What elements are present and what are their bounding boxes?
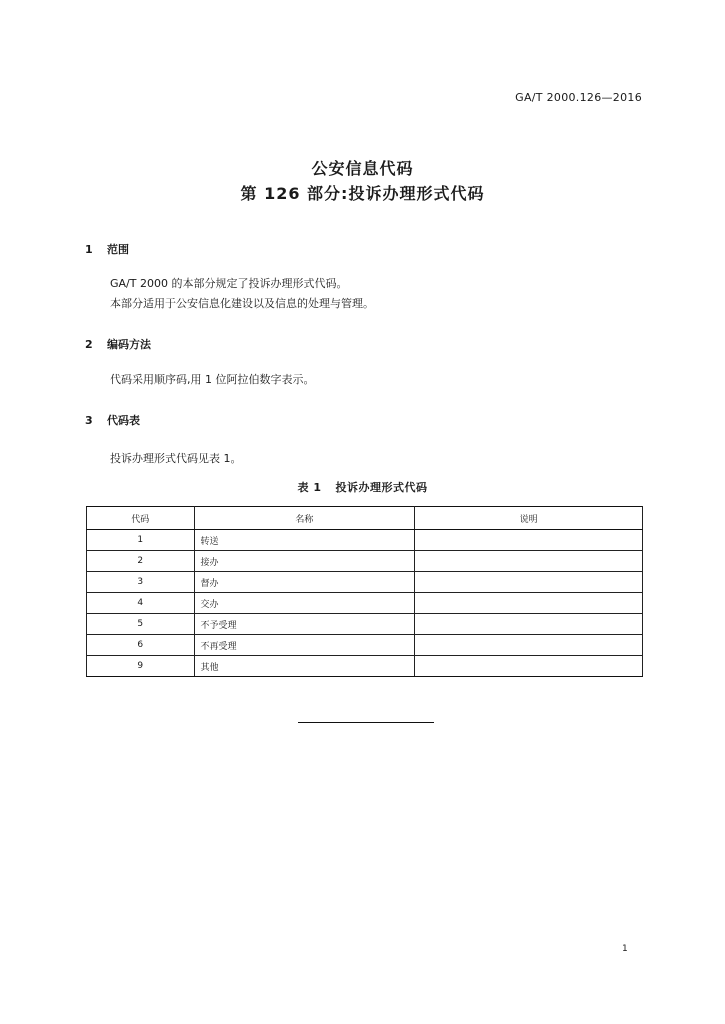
cell-name: 其他: [194, 656, 415, 677]
standard-code: GA/T 2000.126—2016: [515, 91, 642, 104]
section-paragraph: 投诉办理形式代码见表 1。: [110, 452, 242, 465]
table-row: [87, 635, 643, 656]
table-row: [87, 530, 643, 551]
cell-name: 督办: [194, 572, 415, 593]
cell-name: 转送: [194, 530, 415, 551]
table-row: [87, 551, 643, 572]
section-heading-code-table: [85, 412, 140, 428]
end-of-document-rule: [298, 722, 434, 723]
cell-name: 不予受理: [194, 614, 415, 635]
table-caption-title: 投诉办理形式代码: [335, 481, 428, 494]
table-header-row: [87, 507, 643, 530]
page-number: 1: [622, 944, 628, 954]
cell-description: [415, 530, 643, 551]
cell-code: 1: [87, 530, 195, 551]
cell-description: [415, 656, 643, 677]
cell-name: 交办: [194, 593, 415, 614]
table-caption-number: 表 1: [297, 481, 322, 494]
cell-description: [415, 614, 643, 635]
cell-code: 4: [87, 593, 195, 614]
cell-name: 接办: [194, 551, 415, 572]
section-number: 1: [85, 243, 93, 256]
table-row: [87, 593, 643, 614]
section-paragraph: 本部分适用于公安信息化建设以及信息的处理与管理。: [110, 297, 374, 310]
cell-description: [415, 572, 643, 593]
document-subtitle: 第 126 部分:投诉办理形式代码: [240, 184, 485, 203]
section-number: 3: [85, 414, 93, 427]
section-title: 编码方法: [107, 338, 151, 351]
code-table: [86, 506, 643, 677]
cell-name: 不再受理: [194, 635, 415, 656]
section-paragraph: GA/T 2000 的本部分规定了投诉办理形式代码。: [110, 277, 348, 290]
column-header-name: 名称: [194, 507, 415, 530]
document-title: 公安信息代码: [311, 159, 414, 178]
cell-description: [415, 551, 643, 572]
table-row: [87, 572, 643, 593]
section-title: 范围: [107, 243, 129, 256]
section-heading-scope: [85, 241, 129, 257]
cell-code: 2: [87, 551, 195, 572]
section-paragraph: 代码采用顺序码,用 1 位阿拉伯数字表示。: [110, 373, 315, 386]
table-row: [87, 614, 643, 635]
cell-code: 9: [87, 656, 195, 677]
cell-code: 6: [87, 635, 195, 656]
cell-description: [415, 635, 643, 656]
section-number: 2: [85, 338, 93, 351]
cell-description: [415, 593, 643, 614]
table-row: [87, 656, 643, 677]
column-header-code: 代码: [87, 507, 195, 530]
column-header-description: 说明: [415, 507, 643, 530]
cell-code: 5: [87, 614, 195, 635]
section-heading-encoding: [85, 336, 151, 352]
table-caption: [0, 479, 725, 495]
cell-code: 3: [87, 572, 195, 593]
section-title: 代码表: [107, 414, 140, 427]
